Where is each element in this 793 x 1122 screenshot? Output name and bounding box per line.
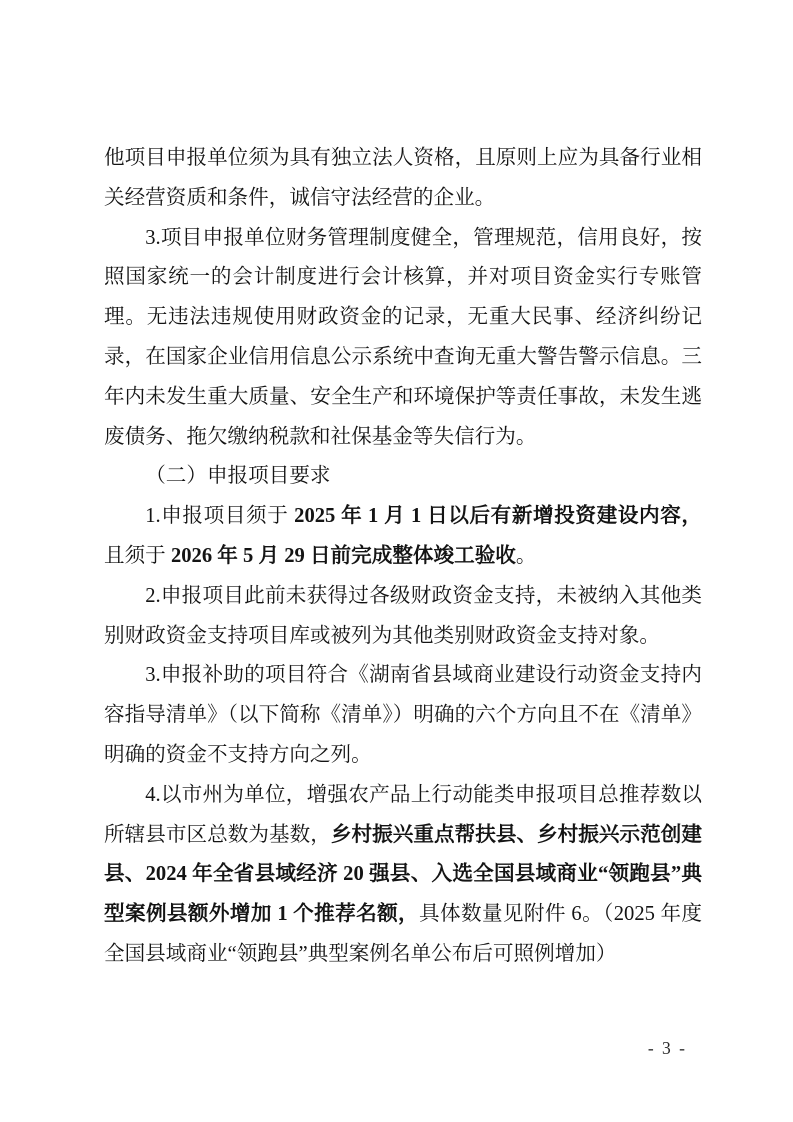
text-run: 1.申报项目须于	[145, 505, 295, 528]
paragraph-no-prior-funding-requirement	[104, 577, 702, 657]
paragraph-applicant-qualification-continuation	[104, 139, 702, 219]
section-heading-text: （二）申报项目要求	[145, 465, 331, 488]
text-run: 且须于	[104, 544, 171, 567]
text-run: 4.以市州为单位，增强农产品上行动能类申报项目总推荐数以所辖县市区总数为基数，	[104, 783, 702, 846]
paragraph-guideline-list-conformity-requirement	[104, 656, 702, 775]
bold-text-run: 乡村振兴重点帮扶县、乡村振兴示范创建县、2024 年全省县域经济 20 强县、入选全国县域商业“领跑县”典型案例县额外增加 1 个推荐名额，	[104, 823, 703, 926]
paragraph-project-timeline-requirement	[104, 497, 702, 577]
text-run: 。	[515, 544, 537, 567]
text-run: 3.申报补助的项目符合《湖南省县域商业建设行动资金支持内容指导清单》（以下简称《清单》）明确的六个方向且不在《清单》明确的资金不支持方向之列。	[104, 664, 702, 766]
bold-text-run: 2025 年 1 月 1 日以后有新增投资建设内容，	[294, 505, 702, 528]
document-body	[104, 139, 702, 975]
text-run: 2.申报项目此前未获得过各级财政资金支持，未被纳入其他类别财政资金支持项目库或被列为其他类别财政资金支持对象。	[104, 584, 702, 647]
page-number: - 3 -	[647, 1038, 687, 1058]
bold-text-run: 2026 年 5 月 29 日前完成整体竣工验收	[170, 544, 516, 567]
section-heading-project-requirements	[104, 457, 702, 497]
text-run: 3.项目申报单位财务管理制度健全，管理规范，信用良好，按照国家统一的会计制度进行会计核算，并对项目资金实行专账管理。无违法违规使用财政资金的记录，无重大民事、经济纠纷记录，在国家企业信用信息公示系统中查询无重大警告警示信息。三年内未发生重大质量、安全生产和环境保护等责任事故，未发生逃废债务、拖欠缴纳税款和社保基金等失信行为。	[104, 226, 702, 448]
paragraph-financial-management-requirement	[104, 219, 702, 458]
text-run: 具体数量见附件 6。（2025 年度全国县域商业“领跑县”典型案例名单公布后可照例增加）	[104, 903, 703, 965]
text-run: 他项目申报单位须为具有独立法人资格，且原则上应为具备行业相关经营资质和条件，诚信守法经营的企业。	[104, 147, 702, 209]
paragraph-recommendation-quota-rule	[104, 776, 702, 975]
